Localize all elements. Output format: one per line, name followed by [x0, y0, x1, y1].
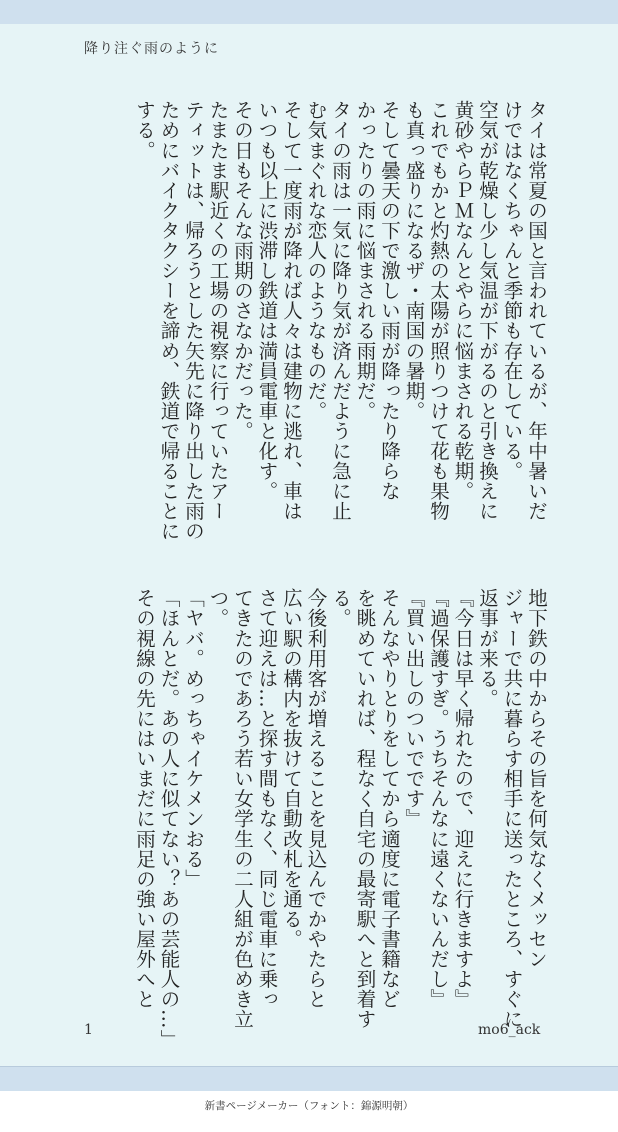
- text-line: ティットは、帰ろうとした矢先に降り出した雨の: [182, 100, 205, 542]
- top-band: [0, 0, 618, 25]
- text-line: そして一度雨が降れば人々は建物に逃れ、車は: [280, 100, 303, 522]
- text-line: ジャーで共に暮らす相手に送ったところ、すぐに: [500, 588, 524, 1030]
- text-line: 『今日は早く帰れたので、迎えに行きますよ』: [451, 588, 475, 1010]
- text-line: 今後利用客が増えることを見込んでかやたらと: [304, 588, 328, 1010]
- text-line: する。: [133, 100, 156, 161]
- text-line: ためにバイクタクシーを諦め、鉄道で帰ることに: [157, 100, 181, 542]
- text-line: 「ほんとだ。あの人に似てない？あの芸能人の…」: [157, 588, 181, 1050]
- text-line: その視線の先にはいまだに雨足の強い屋外へと: [133, 588, 156, 1010]
- text-line: てきたのであろう若い女学生の二人組が色めき立: [231, 588, 254, 1030]
- text-line: 『買い出しのついでです』: [402, 588, 426, 829]
- page-header-title: 降り注ぐ雨のように: [84, 41, 219, 57]
- generator-caption: 新書ページメーカー（フォント：錦源明朝）: [204, 1100, 414, 1112]
- text-line: つ。: [206, 588, 230, 629]
- text-line: けではなくちゃんと季節も存在している。: [500, 100, 524, 481]
- bottom-band: [0, 1066, 618, 1091]
- text-line: む気まぐれな恋人のようなものだ。: [304, 100, 328, 421]
- text-line: これでもかと灼熱の太陽が照りつけて花も果物: [427, 100, 450, 522]
- text-line: 地下鉄の中からその旨を何気なくメッセン: [525, 588, 548, 969]
- text-line: その日もそんな雨期のさなかだった。: [231, 100, 254, 441]
- text-line: さて迎えは…と探す間もなく、同じ電車に乗っ: [255, 588, 279, 1010]
- text-line: も真っ盛りになるザ・南国の暑期。: [402, 100, 426, 421]
- text-line: 返事が来る。: [476, 588, 499, 709]
- text-line: そして曇天の下で激しい雨が降ったり降らな: [378, 100, 401, 501]
- upper-text-column: [132, 100, 549, 542]
- text-line: いつも以上に渋滞し鉄道は満員電車と化す。: [255, 100, 279, 501]
- text-line: タイの雨は一気に降り気が済んだように急に止: [329, 100, 352, 522]
- text-line: タイは常夏の国と言われているが、年中暑いだ: [525, 100, 548, 522]
- text-line: かったりの雨に悩まされる雨期だ。: [353, 100, 377, 421]
- text-line: る。: [329, 588, 352, 629]
- text-line: 広い駅の構内を抜けて自動改札を通る。: [280, 588, 303, 949]
- text-line: たまたま駅近くの工場の視察に行っていたアー: [206, 100, 230, 522]
- author-name: mo6_ack: [478, 1022, 541, 1038]
- text-line: 黄砂やらＰＭなんとやらに悩まされる乾期。: [451, 100, 475, 501]
- text-line: そんなやりとりをしてから適度に電子書籍など: [378, 588, 401, 1010]
- page-number: 1: [84, 1022, 93, 1038]
- text-line: 『過保護すぎ。うちそんなに遠くないんだし』: [427, 588, 450, 1010]
- text-line: を眺めていれば、程なく自宅の最寄駅へと到着す: [353, 588, 377, 1030]
- text-line: 空気が乾燥し少し気温が下がるのと引き換えに: [476, 100, 499, 522]
- text-line: 「ヤバ。めっちゃイケメンおる」: [182, 588, 205, 889]
